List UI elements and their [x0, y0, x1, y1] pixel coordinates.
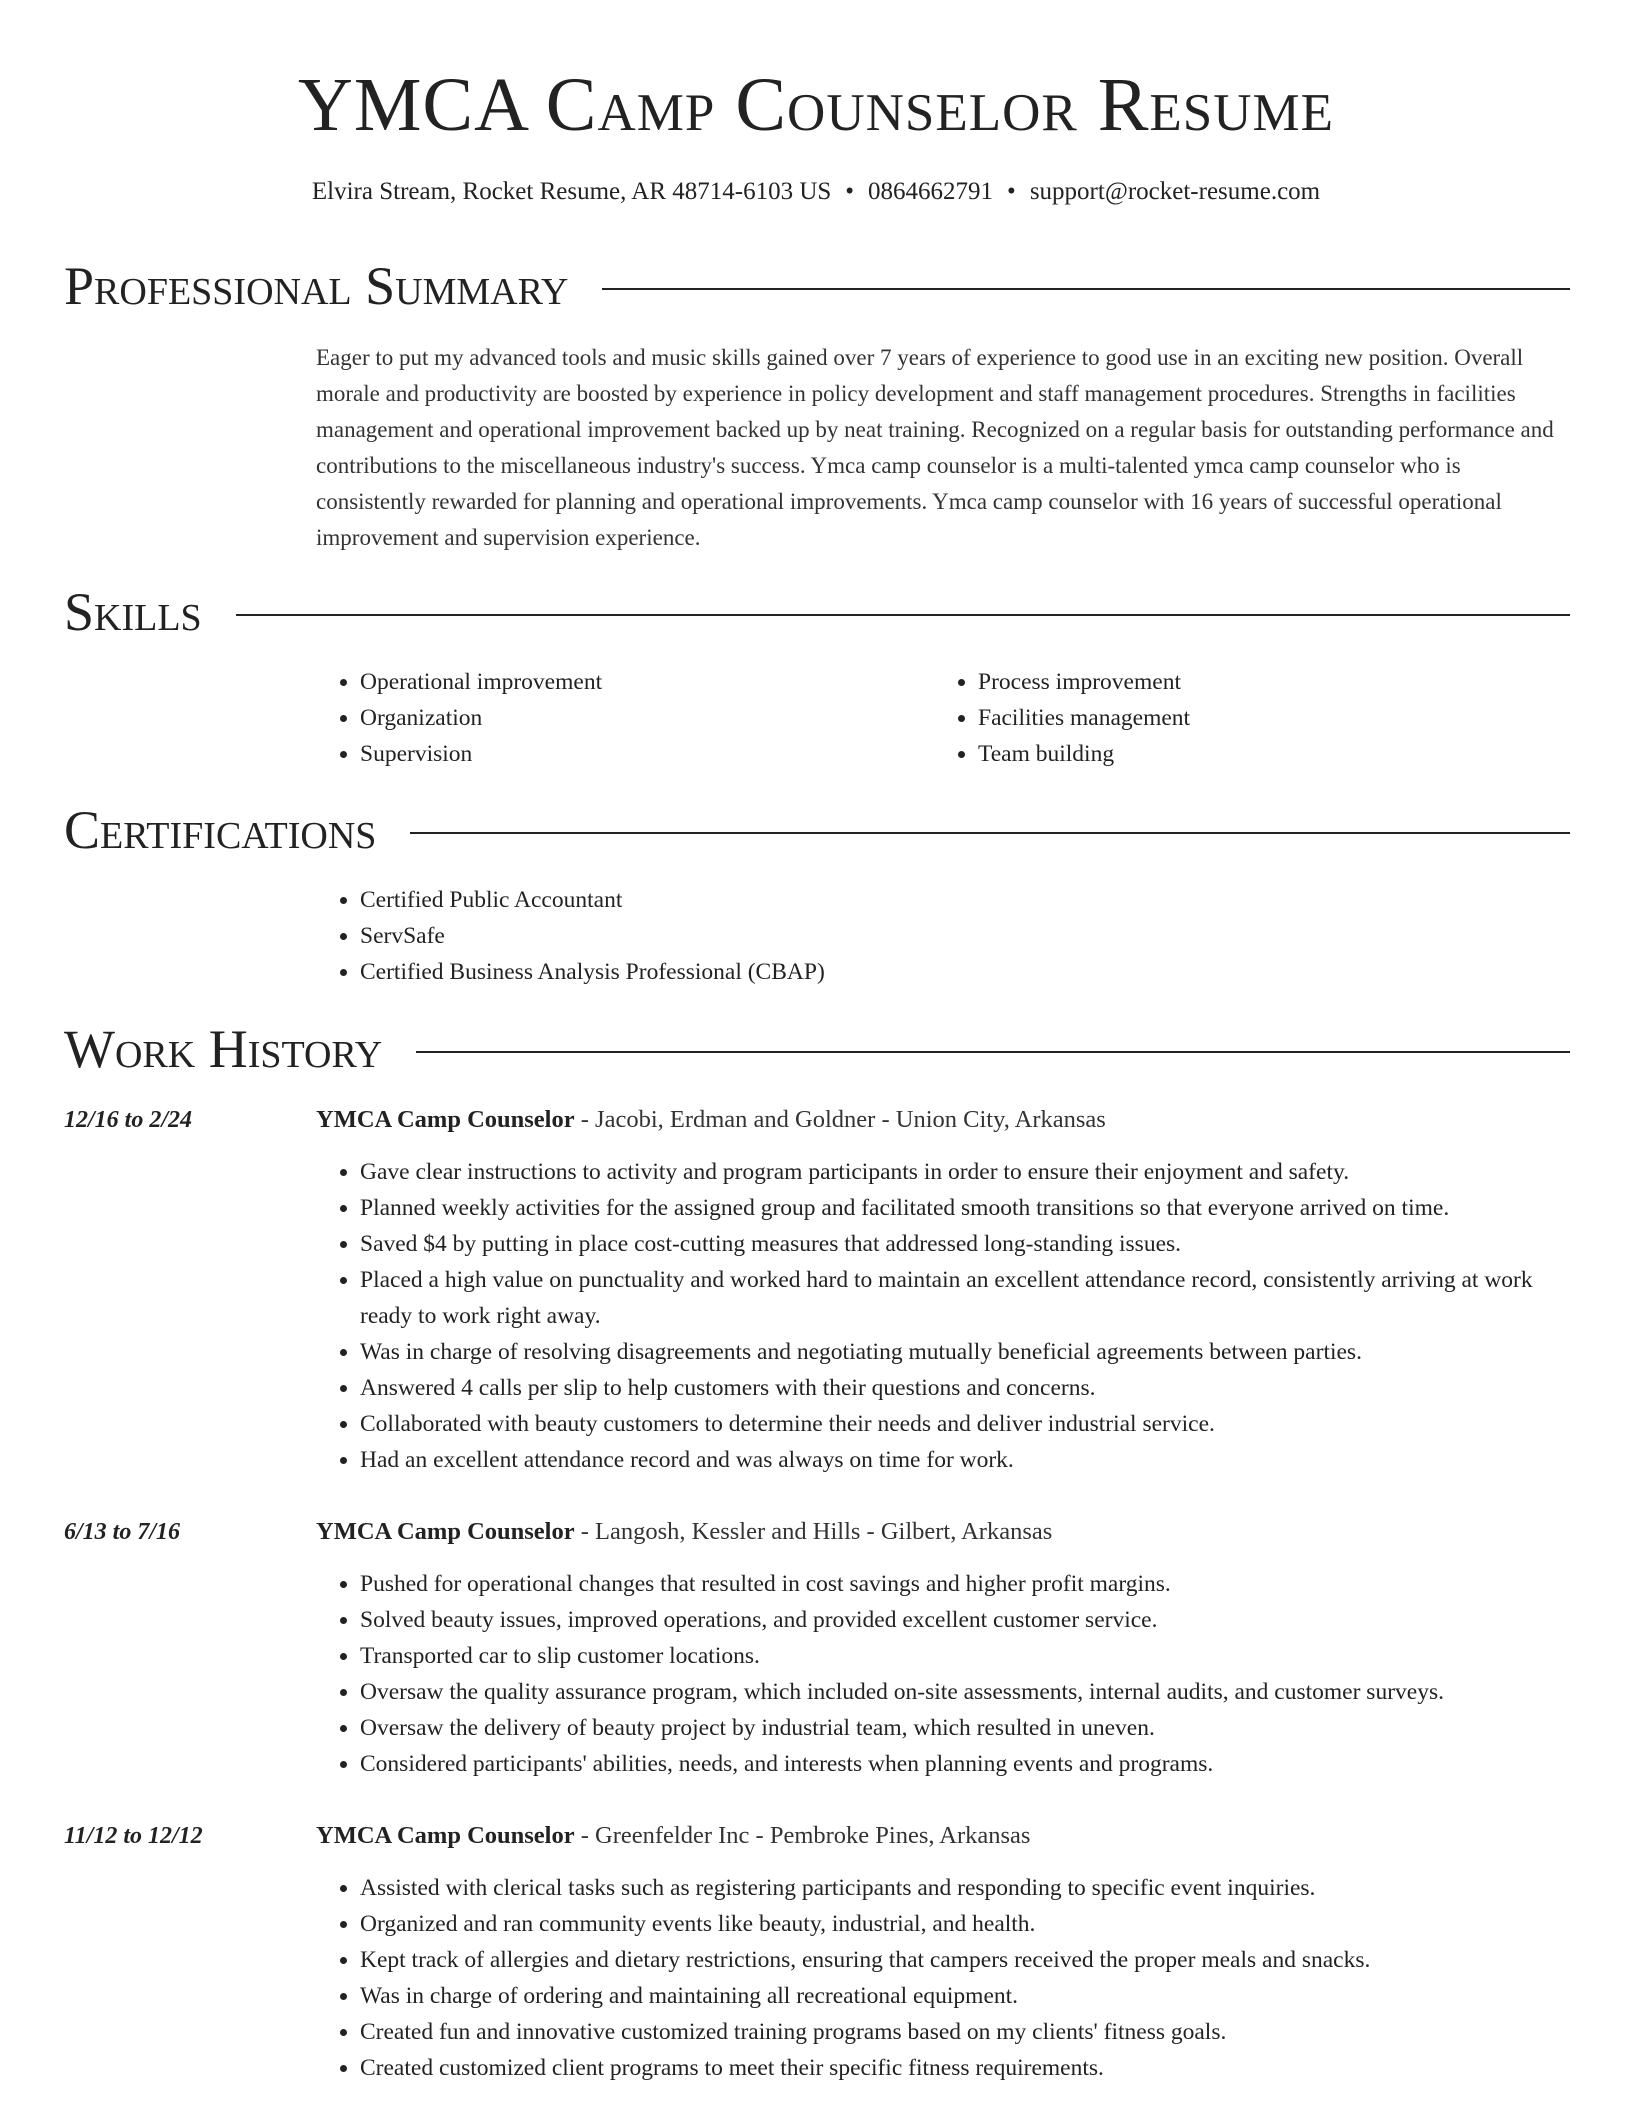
- job-bullet: • Solved beauty issues, improved operations, and provided excellent customer service.: [360, 1602, 1570, 1638]
- job-bullet: • Gave clear instructions to activity and program participants in order to ensure their enjoyment and safety.: [360, 1154, 1570, 1190]
- job-employer-location: - Langosh, Kessler and Hills - Gilbert, Arkansas: [574, 1518, 1053, 1545]
- job-bullet: • Assisted with clerical tasks such as registering participants and responding to specific event inquiries.: [360, 1870, 1570, 1906]
- job-employer-location: - Greenfelder Inc - Pembroke Pines, Arkansas: [574, 1822, 1031, 1849]
- job-dates: 11/12 to 12/12: [64, 1823, 203, 1849]
- job-bullet: • Transported car to slip customer locations.: [360, 1638, 1570, 1674]
- job-employer-location: - Jacobi, Erdman and Goldner - Union City, Arkansas: [574, 1106, 1106, 1133]
- section-title-work-history: Work History: [64, 1019, 383, 1079]
- contact-phone: 0864662791: [868, 178, 994, 205]
- job-header: [316, 1514, 1570, 1550]
- section-divider: [236, 614, 1570, 616]
- job-bullet: • Had an excellent attendance record and was always on time for work.: [360, 1442, 1570, 1478]
- contact-separator: •: [1007, 178, 1016, 205]
- skill-item: • Supervision: [360, 736, 934, 772]
- job-bullet: • Saved $4 by putting in place cost-cutting measures that addressed long-standing issues.: [360, 1226, 1570, 1262]
- skills-column-right: [934, 664, 1552, 772]
- section-title-skills: Skills: [64, 582, 202, 642]
- job-bullet: • Oversaw the delivery of beauty project by industrial team, which resulted in uneven.: [360, 1710, 1570, 1746]
- skill-item: • Operational improvement: [360, 664, 934, 700]
- job-title: YMCA Camp Counselor: [316, 1822, 575, 1849]
- contact-separator: •: [845, 178, 855, 205]
- job-bullets: [316, 1154, 1570, 1478]
- certification-item: • Certified Public Accountant: [360, 882, 1570, 918]
- job-bullets: [316, 1566, 1570, 1782]
- summary-text: Eager to put my advanced tools and music skills gained over 7 years of experience to good use in an exciting new position. Overall morale and productivity are boosted by experience in policy development and staff management procedures. Strengths in facilities management and operational improvement backed up by neat training. Recognized on a regular basis for outstanding performance and contributions to the miscellaneous industry's success. Ymca camp counselor is a multi-talented ymca camp counselor who is consistently rewarded for planning and operational improvements. Ymca camp counselor with 16 years of successful operational improvement and supervision experience.: [316, 345, 1554, 550]
- job-dates: 12/16 to 2/24: [64, 1107, 193, 1133]
- section-divider: [410, 832, 1570, 834]
- section-header-work-history: [64, 1017, 1570, 1081]
- section-header-certifications: [64, 798, 1570, 862]
- job-bullet: • Considered participants' abilities, needs, and interests when planning events and programs.: [360, 1746, 1570, 1782]
- job-bullet: • Planned weekly activities for the assigned group and facilitated smooth transitions so that everyone arrived on time.: [360, 1190, 1570, 1226]
- job-title: YMCA Camp Counselor: [316, 1106, 575, 1133]
- job-bullet: • Created fun and innovative customized training programs based on my clients' fitness goals.: [360, 2014, 1570, 2050]
- section-header-summary: [64, 254, 1570, 318]
- job-bullet: • Kept track of allergies and dietary restrictions, ensuring that campers received the proper meals and snacks.: [360, 1942, 1570, 1978]
- job-bullet: • Answered 4 calls per slip to help customers with their questions and concerns.: [360, 1370, 1570, 1406]
- contact-line: [0, 174, 1632, 210]
- job-title: YMCA Camp Counselor: [316, 1518, 575, 1545]
- job-dates: 6/13 to 7/16: [64, 1519, 181, 1545]
- contact-address: Elvira Stream, Rocket Resume, AR 48714-6103 US: [311, 178, 832, 205]
- job-header: [316, 1102, 1570, 1138]
- job-bullet: • Organized and ran community events like beauty, industrial, and health.: [360, 1906, 1570, 1942]
- job-bullet: • Collaborated with beauty customers to determine their needs and deliver industrial service.: [360, 1406, 1570, 1442]
- job-bullet: • Was in charge of ordering and maintaining all recreational equipment.: [360, 1978, 1570, 2014]
- job-bullet: • Pushed for operational changes that resulted in cost savings and higher profit margins.: [360, 1566, 1570, 1602]
- certifications-list: [316, 882, 1570, 990]
- job-bullet: • Oversaw the quality assurance program, which included on-site assessments, internal audits, and customer surveys.: [360, 1674, 1570, 1710]
- certification-item: • Certified Business Analysis Professional (CBAP): [360, 954, 1570, 990]
- resume-title: YMCA Camp Counselor Resume: [297, 63, 1335, 147]
- section-title-summary: Professional Summary: [64, 256, 569, 316]
- section-header-skills: [64, 580, 1570, 644]
- skill-item: • Process improvement: [978, 664, 1552, 700]
- section-divider: [416, 1051, 1570, 1053]
- job-header: [316, 1818, 1570, 1854]
- job-bullet: • Was in charge of resolving disagreements and negotiating mutually beneficial agreements between parties.: [360, 1334, 1570, 1370]
- skill-item: • Facilities management: [978, 700, 1552, 736]
- skill-item: • Organization: [360, 700, 934, 736]
- certification-item: • ServSafe: [360, 918, 1570, 954]
- contact-email: support@rocket-resume.com: [1029, 178, 1321, 205]
- section-title-certifications: Certifications: [64, 800, 377, 860]
- skills-column-left: [316, 664, 934, 772]
- section-divider: [602, 288, 1570, 290]
- skills-list: [316, 664, 1570, 772]
- skill-item: • Team building: [978, 736, 1552, 772]
- job-bullets: [316, 1870, 1570, 2086]
- job-bullet: • Placed a high value on punctuality and worked hard to maintain an excellent attendance record, consistently arriving at work ready to work right away.: [360, 1262, 1570, 1334]
- job-bullet: • Created customized client programs to meet their specific fitness requirements.: [360, 2050, 1570, 2086]
